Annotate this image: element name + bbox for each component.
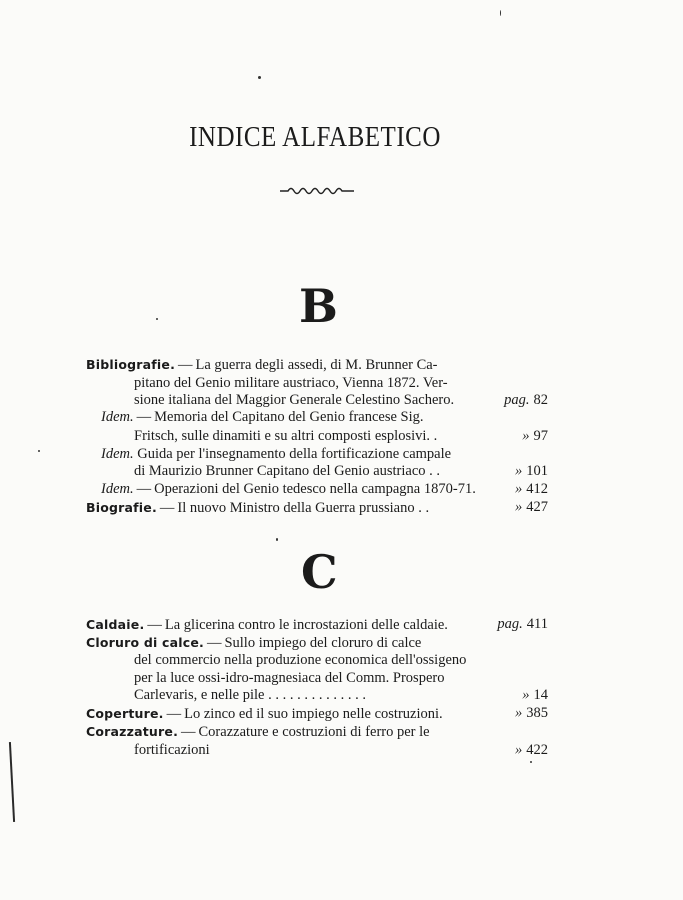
ink-speck — [530, 761, 532, 763]
entry-heading: Caldaie. — [86, 617, 145, 632]
entry-text: Memoria del Capitano del Genio francese Sig. — [154, 409, 424, 425]
entry-heading: Idem. — [101, 446, 134, 462]
page-abbrev: » — [522, 428, 530, 444]
page-number: 82 — [533, 392, 548, 408]
entry-text: per la luce ossi-idro-magnesiaca del Comm. Prospero — [134, 670, 445, 686]
entry-text: Carlevaris, e nelle pile . . . . . . . . . . . . . . — [134, 687, 366, 703]
entry-dash: — — [159, 500, 175, 516]
entry-dash: — — [206, 635, 222, 651]
page-abbrev: » — [522, 687, 530, 703]
entry-heading: Corazzature. — [86, 724, 179, 739]
page-abbrev: » — [515, 463, 523, 479]
page-abbrev: » — [515, 742, 523, 758]
page-number: 411 — [526, 616, 548, 632]
ink-speck — [258, 76, 261, 79]
entry-text: Corazzature e costruzioni di ferro per le — [198, 724, 430, 740]
index-entry — [101, 480, 548, 499]
entry-dash: — — [166, 706, 182, 722]
page-abbrev: » — [515, 705, 523, 721]
entry-text: sione italiana del Maggior Generale Celestino Sachero. — [134, 392, 455, 408]
page-number: 385 — [526, 705, 548, 721]
entry-text: Operazioni del Genio tedesco nella campagna 1870-71. — [154, 481, 476, 497]
entry-text: di Maurizio Brunner Capitano del Genio austriaco . . — [134, 463, 441, 479]
entry-text: fortificazioni — [134, 742, 210, 758]
index-entry — [101, 408, 548, 427]
entry-dash: — — [178, 357, 193, 373]
page-abbrev: pag. — [497, 616, 523, 632]
page-abbrev: pag. — [504, 392, 530, 408]
page-number: 422 — [526, 742, 548, 758]
page-number: 97 — [533, 428, 548, 444]
entry-heading: Coperture. — [86, 706, 164, 721]
entry-heading: Idem. — [101, 481, 134, 497]
page-number: 14 — [533, 687, 548, 703]
index-entry — [86, 615, 548, 634]
entry-text: Guida per l'insegnamento della fortificazione campale — [137, 446, 452, 462]
entry-heading: Idem. — [101, 409, 134, 425]
entry-text: Sullo impiego del cloruro di calce — [224, 635, 422, 651]
entry-dash: — — [147, 617, 162, 633]
margin-pencil-mark — [9, 742, 15, 822]
index-entry — [86, 722, 548, 741]
entry-text: Fritsch, sulle dinamiti e su altri composti esplosivi. . — [134, 428, 438, 444]
index-entry — [86, 355, 548, 374]
index-entry-continuation — [134, 686, 548, 705]
page-abbrev: » — [515, 499, 523, 515]
entry-text: Il nuovo Ministro della Guerra prussiano . . — [177, 500, 430, 516]
entry-dash: — — [181, 724, 196, 740]
entry-text: La glicerina contro le incrostazioni delle caldaie. — [164, 617, 448, 633]
entry-text: Lo zinco ed il suo impiego nelle costruzioni. — [184, 706, 443, 722]
index-entry-continuation — [134, 651, 548, 670]
ink-speck — [38, 450, 40, 452]
section-letter-c: C — [301, 545, 338, 599]
page-number: 427 — [526, 499, 548, 515]
index-entry-continuation — [134, 462, 548, 481]
wavy-ornament — [278, 183, 358, 197]
ink-speck — [276, 538, 278, 541]
entry-dash: — — [136, 409, 152, 425]
entry-heading: Cloruro di calce. — [86, 635, 204, 650]
entry-text: La guerra degli assedi, di M. Brunner Ca- — [195, 357, 438, 373]
page-number: 101 — [526, 463, 548, 479]
entry-text: pitano del Genio militare austriaco, Vienna 1872. Ver- — [134, 375, 448, 391]
ink-speck — [156, 318, 158, 320]
index-entry-continuation — [134, 741, 548, 760]
entry-heading: Biografie. — [86, 500, 157, 515]
page-number: 412 — [526, 481, 548, 497]
ink-speck — [500, 10, 501, 16]
page-title: INDICE ALFABETICO — [189, 121, 441, 153]
index-entry — [86, 633, 548, 652]
entry-text: del commercio nella produzione economica dell'ossigeno — [134, 652, 467, 668]
page-abbrev: » — [515, 481, 523, 497]
entry-dash: — — [136, 481, 152, 497]
index-entry — [86, 704, 548, 723]
index-entry — [86, 498, 548, 517]
entry-heading: Bibliografie. — [86, 357, 176, 372]
section-letter-b: B — [299, 279, 338, 333]
index-entry-continuation — [134, 427, 548, 446]
